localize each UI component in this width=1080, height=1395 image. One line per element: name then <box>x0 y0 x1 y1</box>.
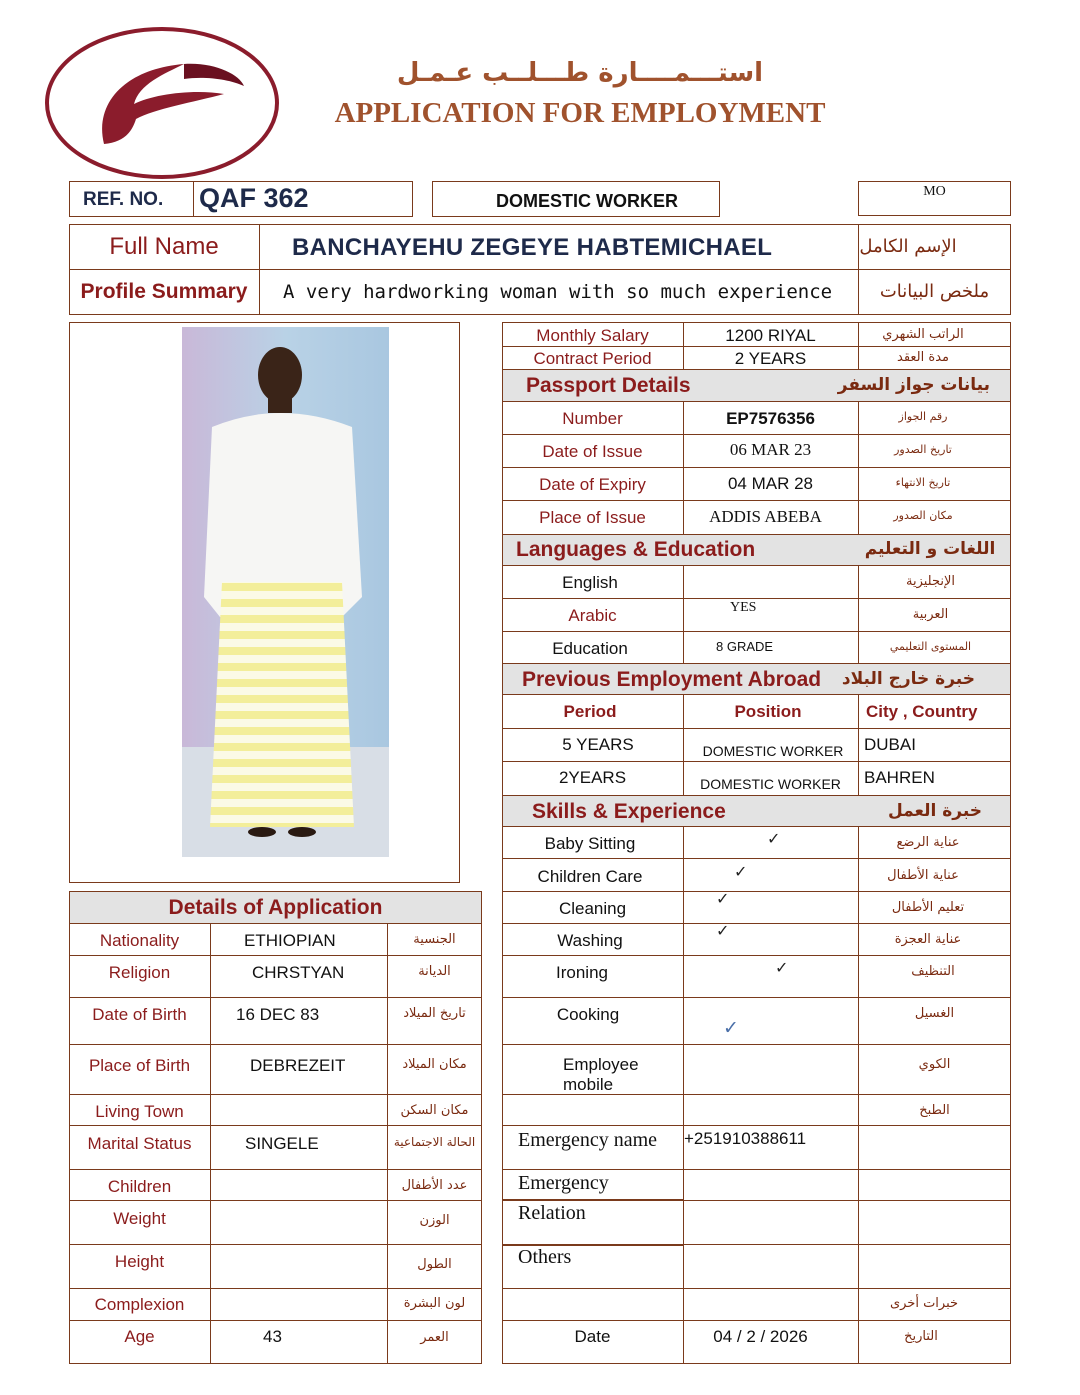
passport-arabic: رقم الجواز <box>898 410 948 423</box>
detail-arabic: مكان السكن <box>400 1103 469 1118</box>
full-name-label: Full Name <box>109 233 219 260</box>
language-label: Education <box>552 639 628 658</box>
logo-emblem-icon <box>44 24 280 182</box>
passport-issue-place: ADDIS ABEBA <box>709 507 822 526</box>
language-value: YES <box>730 600 757 615</box>
passport-label: Date of Issue <box>542 442 643 461</box>
language-arabic: العربية <box>912 607 949 622</box>
passport-issue-date: 06 MAR 23 <box>729 440 812 459</box>
employee-mobile-arabic: الكوي <box>918 1057 951 1072</box>
detail-label: Height <box>114 1252 165 1271</box>
details-table <box>69 891 482 1364</box>
employment-header-period: Period <box>563 702 617 721</box>
contract-value: 2 YEARS <box>734 349 807 368</box>
skill-label: Cooking <box>556 1005 620 1024</box>
emergency-label: Emergency <box>518 1172 609 1194</box>
employment-place: BAHREN <box>864 768 935 787</box>
skill-check-icon: ✓ <box>734 864 748 881</box>
detail-arabic: الحالة الاجتماعية <box>393 1135 476 1149</box>
skill-check-icon: ✓ <box>716 891 730 908</box>
detail-arabic: الديانة <box>418 964 451 979</box>
employee-mobile-label: Employee mobile <box>563 1055 639 1095</box>
detail-value: SINGELE <box>245 1134 319 1153</box>
skill-label: Cleaning <box>558 899 627 918</box>
detail-arabic: الطول <box>417 1257 452 1272</box>
skills-title-arabic: خبرة العمل <box>887 801 983 821</box>
employment-header-position: Position <box>734 702 802 721</box>
contract-label: Contract Period <box>533 349 652 368</box>
title-arabic: استـــمــــارة طـــلــب عـمـل <box>396 58 764 88</box>
contract-arabic: مدة العقد <box>897 350 949 365</box>
language-label: English <box>562 573 618 592</box>
emergency-name-label: Emergency name <box>518 1129 658 1151</box>
passport-arabic: مكان الصدور <box>893 509 953 522</box>
passport-title-arabic: بيانات جواز السفر <box>837 375 990 395</box>
contract-arabic: الراتب الشهري <box>882 327 964 342</box>
employment-title: Previous Employment Abroad <box>522 668 822 691</box>
detail-label: Nationality <box>99 931 180 950</box>
skill-label: Baby Sitting <box>544 834 636 853</box>
employment-header-place: City , Country <box>866 702 978 721</box>
detail-arabic: الجنسية <box>413 932 456 947</box>
employment-period: 5 YEARS <box>562 735 634 754</box>
emergency-phone: +251910388611 <box>684 1129 807 1148</box>
employment-period: 2YEARS <box>558 768 627 787</box>
skills-title: Skills & Experience <box>532 800 726 823</box>
ref-label: REF. NO. <box>83 189 164 210</box>
employment-position: DOMESTIC WORKER <box>702 743 844 759</box>
detail-label: Weight <box>113 1209 166 1228</box>
languages-title: Languages & Education <box>516 538 756 561</box>
skill-arabic: التنظيف <box>911 964 955 979</box>
passport-number: EP7576356 <box>726 409 815 428</box>
detail-arabic: العمر <box>420 1330 449 1345</box>
others-label: Others <box>518 1246 572 1268</box>
skill-arabic: تعليم الأطفال <box>891 900 965 915</box>
contract-value: 1200 RIYAL <box>725 326 816 345</box>
profile-label: Profile Summary <box>80 280 248 303</box>
profile-arabic: ملخص البيانات <box>879 281 990 302</box>
candidate-photo <box>182 327 389 857</box>
ref-number: QAF 362 <box>199 183 309 213</box>
detail-label: Place of Birth <box>88 1056 191 1075</box>
skill-label: Children Care <box>537 867 643 886</box>
details-title: Details of Application <box>168 896 383 919</box>
languages-title-arabic: اللغات و التعليم <box>864 539 996 559</box>
detail-arabic: عدد الأطفال <box>401 1178 468 1193</box>
passport-label: Place of Issue <box>539 508 646 527</box>
title-english: APPLICATION FOR EMPLOYMENT <box>334 97 826 129</box>
detail-arabic: الوزن <box>419 1213 450 1228</box>
detail-value: ETHIOPIAN <box>244 931 336 950</box>
language-label: Arabic <box>568 606 617 625</box>
passport-label: Number <box>562 409 623 428</box>
detail-value: CHRSTYAN <box>252 963 345 982</box>
candidate-photo-icon <box>182 327 389 857</box>
detail-value: 16 DEC 83 <box>236 1005 320 1024</box>
date-label: Date <box>574 1327 611 1346</box>
employment-title-arabic: خبرة خارج البلاد <box>841 669 975 689</box>
employment-place: DUBAI <box>864 735 916 754</box>
job-title: DOMESTIC WORKER <box>496 191 678 211</box>
detail-label: Age <box>124 1327 155 1346</box>
language-value: 8 GRADE <box>716 639 774 654</box>
passport-title: Passport Details <box>526 374 691 397</box>
date-arabic: التاريخ <box>904 1329 938 1344</box>
passport-expiry-date: 04 MAR 28 <box>727 474 814 493</box>
company-logo <box>44 24 280 182</box>
detail-label: Marital Status <box>87 1134 192 1153</box>
detail-label: Living Town <box>95 1102 184 1121</box>
skill-arabic: عناية الأطفال <box>887 868 959 883</box>
employment-position: DOMESTIC WORKER <box>700 776 841 792</box>
skill-check-icon: ✓ <box>723 1018 739 1039</box>
skill-label: Washing <box>557 931 623 950</box>
detail-label: Religion <box>108 963 171 982</box>
skill-arabic: الغسيل <box>914 1006 955 1021</box>
contract-label: Monthly Salary <box>536 326 649 345</box>
relation-label: Relation <box>518 1202 586 1224</box>
skill-label: Ironing <box>556 963 608 982</box>
date-value: 04 / 2 / 2026 <box>713 1327 808 1346</box>
full-name-value: BANCHAYEHU ZEGEYE HABTEMICHAEL <box>292 234 773 261</box>
detail-label: Children <box>107 1177 172 1196</box>
row-arabic: الطبخ <box>919 1103 950 1118</box>
passport-arabic: تاريخ الانتهاء <box>895 476 951 489</box>
skill-check-icon: ✓ <box>767 831 781 848</box>
detail-value: 43 <box>263 1327 282 1346</box>
skill-arabic: عناية العجزة <box>894 932 962 947</box>
language-arabic: المستوى التعليمي <box>889 640 972 653</box>
mo-label: MO <box>923 184 946 199</box>
profile-value: A very hardworking woman with so much experience <box>283 281 833 303</box>
full-name-arabic: الإسم الكامل <box>859 236 957 257</box>
language-arabic: الإنجليزية <box>905 574 956 589</box>
detail-label: Complexion <box>94 1295 185 1314</box>
detail-label: Date of Birth <box>92 1005 187 1024</box>
other-skills-arabic: خبرات أخرى <box>889 1296 959 1311</box>
skill-check-icon: ✓ <box>775 960 789 977</box>
detail-arabic: تاريخ الميلاد <box>403 1006 466 1021</box>
passport-label: Date of Expiry <box>539 475 646 494</box>
detail-arabic: لون البشرة <box>403 1296 466 1311</box>
passport-arabic: تاريخ الصدور <box>894 443 952 456</box>
skill-arabic: عناية الرضع <box>896 835 960 850</box>
skill-check-icon: ✓ <box>716 923 730 940</box>
detail-arabic: مكان الميلاد <box>402 1057 467 1072</box>
detail-value: DEBREZEIT <box>250 1056 346 1075</box>
